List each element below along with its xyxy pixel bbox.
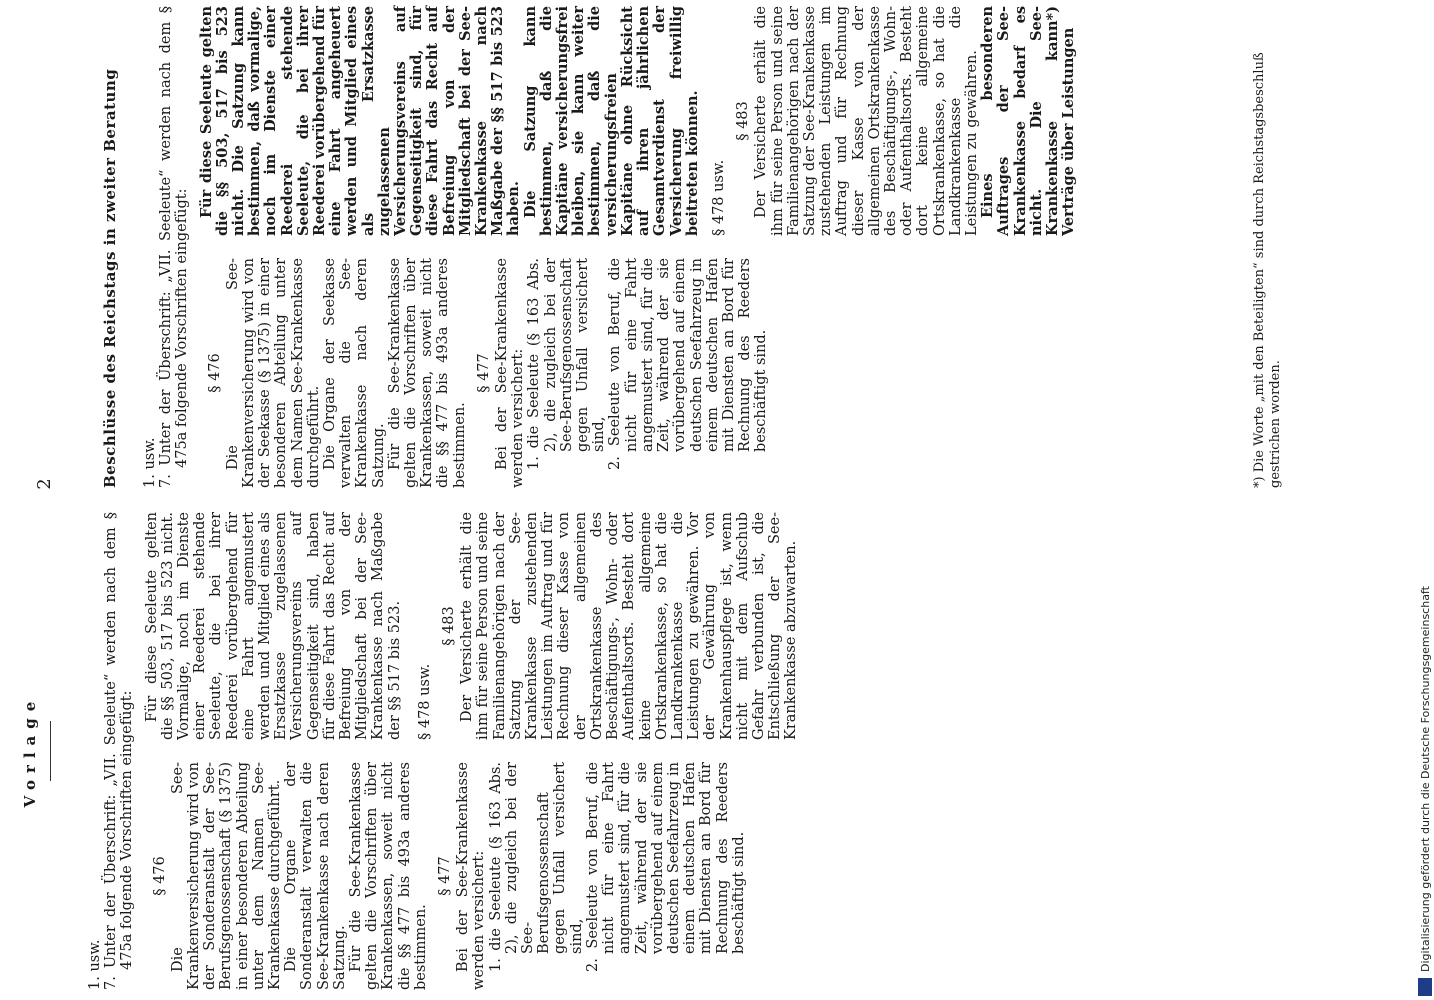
section-477-item-2: 2. Seeleute von Beruf, die nicht für eine Fahrt angemustert sind, für die Zeit, während der sie vorübergehend auf einem deutschen Seefahrzeug in einem deutschen Hafen mit Diensten an Bord für Rechnung des Reeders beschäftigt sind. bbox=[584, 762, 747, 972]
page-number: 2 bbox=[34, 478, 55, 490]
beschluesse-sections bbox=[199, 6, 1078, 488]
section-476-para-3: Für die See-Krankenkasse gelten die Vorschriften über Krankenkassen, soweit nicht die §§ 477 bis 493a anderes bestimmen. bbox=[348, 762, 429, 990]
section-483-title: § 483 bbox=[735, 101, 752, 141]
dfg-logo-icon bbox=[1418, 978, 1432, 996]
item-1: 1. usw. bbox=[142, 437, 158, 488]
section-477-item-1: 1. die Seeleute (§ 163 Abs. 2), die zugleich bei der See-Berufsgenossenschaft gegen Unfall versichert sind, bbox=[487, 762, 585, 972]
footnote: *) Die Worte „mit den Beteiligten“ sind durch Reichstagsbeschluß gestrichen worden. bbox=[1252, 52, 1283, 488]
section-477-intro: Bei der See-Krankenkasse werden versichert: bbox=[494, 258, 527, 488]
section-476-para-2: Die Organe der Seekasse verwalten die See-Krankenkasse nach deren Satzung. bbox=[322, 258, 387, 488]
vorlage-sections bbox=[144, 512, 800, 990]
item-7: 7. Unter der Überschrift: „VII. Seeleute“ werden nach dem § 475a folgende Vorschriften eingefügt: bbox=[158, 6, 191, 488]
column-beschluesse bbox=[100, 6, 1077, 488]
section-477-intro: Bei der See-Krankenkasse werden versichert: bbox=[455, 762, 488, 990]
section-476-para-3: Für die See-Krankenkasse gelten die Vorschriften über Krankenkassen, soweit nicht die §§ 477 bis 493a anderes bestimmen. bbox=[386, 258, 468, 488]
vorlage-sections-col-b bbox=[144, 512, 800, 740]
section-478: § 478 usw. bbox=[710, 159, 727, 236]
section-477-item-1: 1. die Seeleute (§ 163 Abs. 2), die zugleich bei der See-Berufsgenossenschaft gegen Unfall versichert sind, bbox=[526, 258, 608, 470]
section-476-para-1: Die See-Krankenversicherung wird von der Sonderanstalt der See-Berufsgenossenschaft (§ 1375) in einer besonderen Abteilung unter dem Namen See-Krankenkasse durchgeführt. bbox=[169, 762, 284, 990]
section-476-title: § 476 bbox=[151, 856, 168, 896]
item-1: 1. usw. bbox=[87, 939, 103, 990]
section-483-text: Der Versicherte erhält die ihm für seine Person und seine Familienangehörigen nach der Satzung der See-Krankenkasse zustehenden Leistungen im Auftrag und für Rechnung dieser Kasse von der allgemeinen Ortskrankenkasse des Beschäftigungs-, Wohn- oder Aufenthaltsorts. Besteht dort keine allgemeine Ortskrankenkasse, so hat die Landkrankenkasse die Leistungen zu gewähren. bbox=[753, 6, 980, 236]
section-477-title: § 477 bbox=[475, 353, 492, 393]
column-heading-beschluesse: Beschlüsse des Reichstags in zweiter Beratung bbox=[101, 68, 119, 488]
section-483-text: Der Versicherte erhält die ihm für seine Person und seine Familienangehörigen nach der Satzung der See-Krankenkasse zustehenden Leistungen im Auftrag und für Rechnung dieser Kasse von der allgemeinen Ortskrankenkasse des Beschäftigungs-, Wohn- oder Aufenthaltsorts. Besteht dort keine allgemeine Ortskrankenkasse, so hat die Landkrankenkasse die Leistungen zu gewähren. Vor der Gewährung von Krankenhauspflege ist, wenn nicht mit dem Aufschub Gefahr verbunden ist, die Entschließung der See-Krankenkasse abzuwarten. bbox=[459, 512, 800, 740]
section-477-para-3: Die Satzung kann bestimmen, daß die Kapitäne versicherungsfrei bleiben, sie kann weiter bestimmen, daß die versicherungsfreien Kapitäne ohne Rücksicht auf ihren jährlichen Gesamtverdienst der Versicherung freiwillig beitreten können. bbox=[521, 6, 701, 236]
section-476-para-2: Die Organe der Sonderanstalt verwalten die See-Krankenkasse nach deren Satzung. bbox=[283, 762, 348, 990]
section-476-para-1: Die See-Krankenversicherung wird von der Seekasse (§ 1375) in einer besonderen Abteilung unter dem Namen See-Krankenkasse durchgeführt. bbox=[224, 258, 322, 488]
heading-spacer bbox=[120, 6, 142, 488]
column-heading-vorlage: Vorlage bbox=[21, 694, 39, 808]
section-483-title: § 483 bbox=[441, 606, 458, 646]
section-478: § 478 usw. bbox=[416, 663, 433, 740]
section-477-para-2: Für diese Seeleute gelten die §§ 503, 517 bis 523 nicht. Vormalige, noch im Dienste einer Reederei stehende Seeleute, die bei ihrer Reederei vorübergehend für eine Fahrt angemustert werden und Mitglied eines als Ersatzkasse zugelassenen Versicherungsvereins auf Gegenseitigkeit sind, haben für diese Fahrt das Recht auf Befreiung von der Mitgliedschaft bei der See-Krankenkasse nach Maßgabe der §§ 517 bis 523. bbox=[143, 512, 403, 740]
beschluesse-sections-col-a bbox=[199, 258, 1078, 488]
digitization-footer bbox=[1416, 0, 1434, 1000]
beschluesse-sections-col-b bbox=[199, 6, 1078, 236]
vorlage-sections-col-a bbox=[144, 762, 800, 990]
section-483-amendment: Eines besonderen Auftrages der See-Krankenkasse bedarf es nicht. Die See-Krankenkasse kann*) Verträge über Leistungen bbox=[979, 6, 1078, 236]
column-vorlage bbox=[20, 512, 800, 990]
item-7: 7. Unter der Überschrift: „VII. Seeleute“ werden nach dem § 475a folgende Vorschriften eingefügt: bbox=[103, 512, 136, 990]
section-477-item-2: 2. Seeleute von Beruf, die nicht für eine Fahrt angemustert sind, für die Zeit, während der sie vorübergehend auf einem deutschen Seefahrzeug in einem deutschen Hafen mit Diensten an Bord für Rechnung des Reeders beschäftigt sind. bbox=[607, 258, 770, 470]
section-476-title: § 476 bbox=[206, 353, 223, 393]
heading-rule bbox=[50, 721, 51, 781]
section-477-title: § 477 bbox=[437, 856, 454, 896]
section-477-para-2: Für diese Seeleute gelten die §§ 503, 517 bis 523 nicht. Die Satzung kann bestimmen, daß vormalige, noch im Dienste einer Reederei stehende Seeleute, die bei ihrer Reederei vorübergehend für eine Fahrt angeheuert werden und Mitglied eines als Ersatzkasse zugelassenen Versicherungsvereins auf Gegenseitigkeit sind, für diese Fahrt das Recht auf Befreiung von der Mitgliedschaft bei der See-Krankenkasse nach Maßgabe der §§ 517 bis 523 haben. bbox=[197, 6, 523, 236]
footer-text: Digitalisierung gefördert durch die Deutsche Forschungsgemeinschaft bbox=[1418, 586, 1432, 972]
